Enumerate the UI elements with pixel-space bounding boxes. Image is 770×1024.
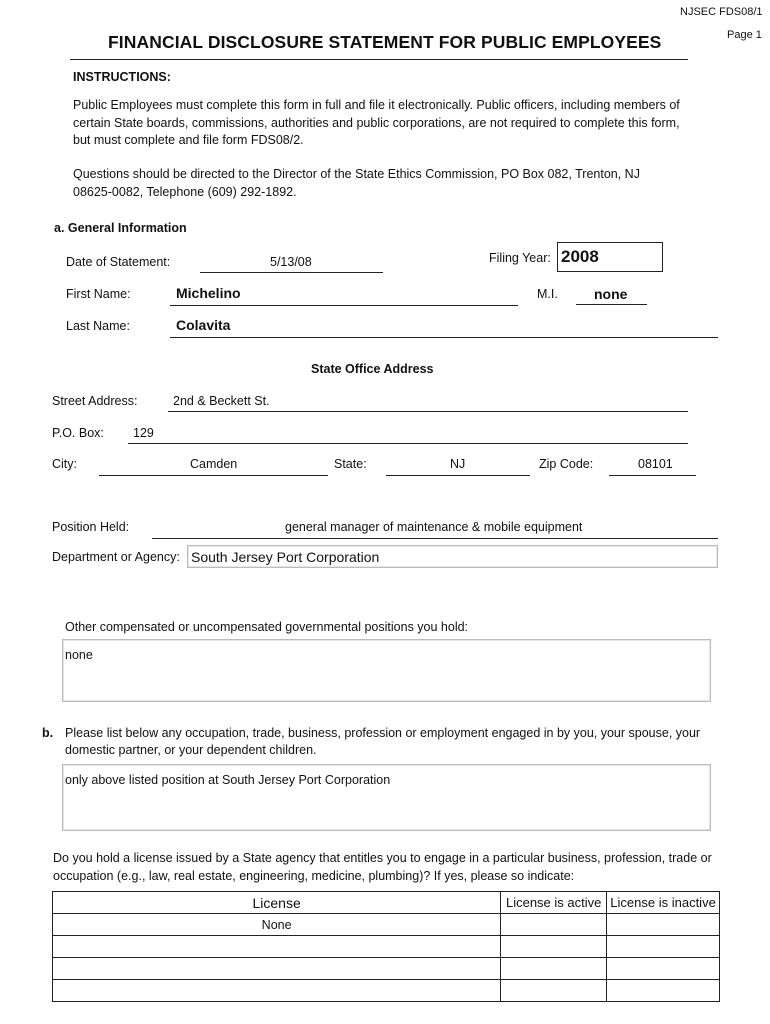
- license-question: occupation (e.g., law, real estate, engineering, medicine, plumbing)? If yes, please so indicate:: [53, 869, 575, 883]
- first-name-underline: [170, 305, 518, 306]
- filing-year-field[interactable]: [557, 242, 663, 272]
- occupation-field[interactable]: [62, 764, 711, 831]
- city-underline: [99, 475, 328, 476]
- po-box-field[interactable]: 129: [133, 426, 154, 440]
- license-table: [52, 891, 720, 1002]
- state-underline: [386, 475, 530, 476]
- date-underline: [200, 272, 383, 273]
- license-active-header: License is active: [501, 892, 607, 914]
- section-b-question: domestic partner, or your dependent children.: [65, 743, 317, 757]
- other-positions-label: Other compensated or uncompensated governmental positions you hold:: [65, 620, 469, 634]
- table-row: [53, 914, 720, 936]
- form-id: NJSEC FDS08/1: [680, 6, 763, 18]
- mi-label: M.I.: [537, 287, 558, 301]
- license-cell[interactable]: [53, 980, 501, 1002]
- license-header-row: [53, 892, 720, 914]
- first-name-field[interactable]: Michelino: [176, 285, 241, 301]
- mi-field[interactable]: none: [594, 286, 628, 302]
- city-field[interactable]: Camden: [190, 457, 238, 471]
- date-field[interactable]: 5/13/08: [270, 255, 312, 269]
- first-name-label: First Name:: [66, 287, 131, 301]
- table-row: [53, 980, 720, 1002]
- street-underline: [168, 411, 688, 412]
- agency-label: Department or Agency:: [52, 550, 180, 564]
- agency-field[interactable]: [187, 545, 718, 568]
- street-label: Street Address:: [52, 394, 138, 408]
- other-positions-value: none: [65, 648, 93, 662]
- agency-value: South Jersey Port Corporation: [191, 549, 380, 565]
- filing-year-value: 2008: [561, 247, 599, 266]
- state-field[interactable]: NJ: [450, 457, 466, 471]
- license-inactive-cell[interactable]: [607, 914, 720, 936]
- position-label: Position Held:: [52, 520, 130, 534]
- section-b-question: Please list below any occupation, trade, business, profession or employment engaged in by you, your spouse, your: [65, 726, 701, 740]
- state-label: State:: [334, 457, 367, 471]
- license-active-cell[interactable]: [501, 936, 607, 958]
- table-row: [53, 958, 720, 980]
- city-label: City:: [52, 457, 77, 471]
- filing-year-label: Filing Year:: [489, 251, 551, 265]
- zip-label: Zip Code:: [539, 457, 594, 471]
- license-active-cell[interactable]: [501, 958, 607, 980]
- mi-underline: [576, 304, 647, 305]
- occupation-value: only above listed position at South Jersey Port Corporation: [65, 773, 391, 787]
- zip-field[interactable]: 08101: [638, 457, 673, 471]
- general-info-heading: a. General Information: [54, 221, 187, 235]
- position-underline: [152, 538, 718, 539]
- license-active-cell[interactable]: [501, 914, 607, 936]
- license-cell[interactable]: [53, 958, 501, 980]
- instructions-heading: INSTRUCTIONS:: [73, 70, 171, 84]
- instructions-line: Questions should be directed to the Director of the State Ethics Commission, PO Box 082, Trenton, NJ: [73, 167, 640, 181]
- po-box-label: P.O. Box:: [52, 426, 104, 440]
- instructions-line: 08625-0082, Telephone (609) 292-1892.: [73, 185, 297, 199]
- position-field[interactable]: general manager of maintenance & mobile equipment: [285, 520, 583, 534]
- page-number: Page 1: [727, 29, 762, 41]
- po-box-underline: [128, 443, 688, 444]
- license-inactive-cell[interactable]: [607, 980, 720, 1002]
- title-underline: [70, 59, 688, 60]
- page-title: FINANCIAL DISCLOSURE STATEMENT FOR PUBLIC EMPLOYEES: [108, 32, 662, 52]
- section-b-marker: b.: [42, 726, 54, 740]
- date-label: Date of Statement:: [66, 255, 171, 269]
- instructions-line: certain State boards, commissions, authorities and public corporations, are not required to complete this form,: [73, 116, 680, 130]
- license-cell[interactable]: [53, 936, 501, 958]
- table-row: [53, 936, 720, 958]
- license-inactive-cell[interactable]: [607, 958, 720, 980]
- last-name-label: Last Name:: [66, 319, 130, 333]
- license-cell[interactable]: None: [53, 914, 501, 936]
- license-question: Do you hold a license issued by a State agency that entitles you to engage in a particular business, profession, trade or: [53, 851, 712, 865]
- zip-underline: [609, 475, 696, 476]
- last-name-field[interactable]: Colavita: [176, 317, 231, 333]
- license-inactive-cell[interactable]: [607, 936, 720, 958]
- last-name-underline: [170, 337, 718, 338]
- license-active-cell[interactable]: [501, 980, 607, 1002]
- address-heading: State Office Address: [311, 362, 434, 376]
- license-inactive-header: License is inactive: [607, 892, 720, 914]
- instructions-line: but must complete and file form FDS08/2.: [73, 133, 304, 147]
- instructions-line: Public Employees must complete this form in full and file it electronically. Public officers, including members of: [73, 98, 680, 112]
- other-positions-field[interactable]: [62, 639, 711, 702]
- street-field[interactable]: 2nd & Beckett St.: [173, 394, 270, 408]
- license-header: License: [53, 892, 501, 914]
